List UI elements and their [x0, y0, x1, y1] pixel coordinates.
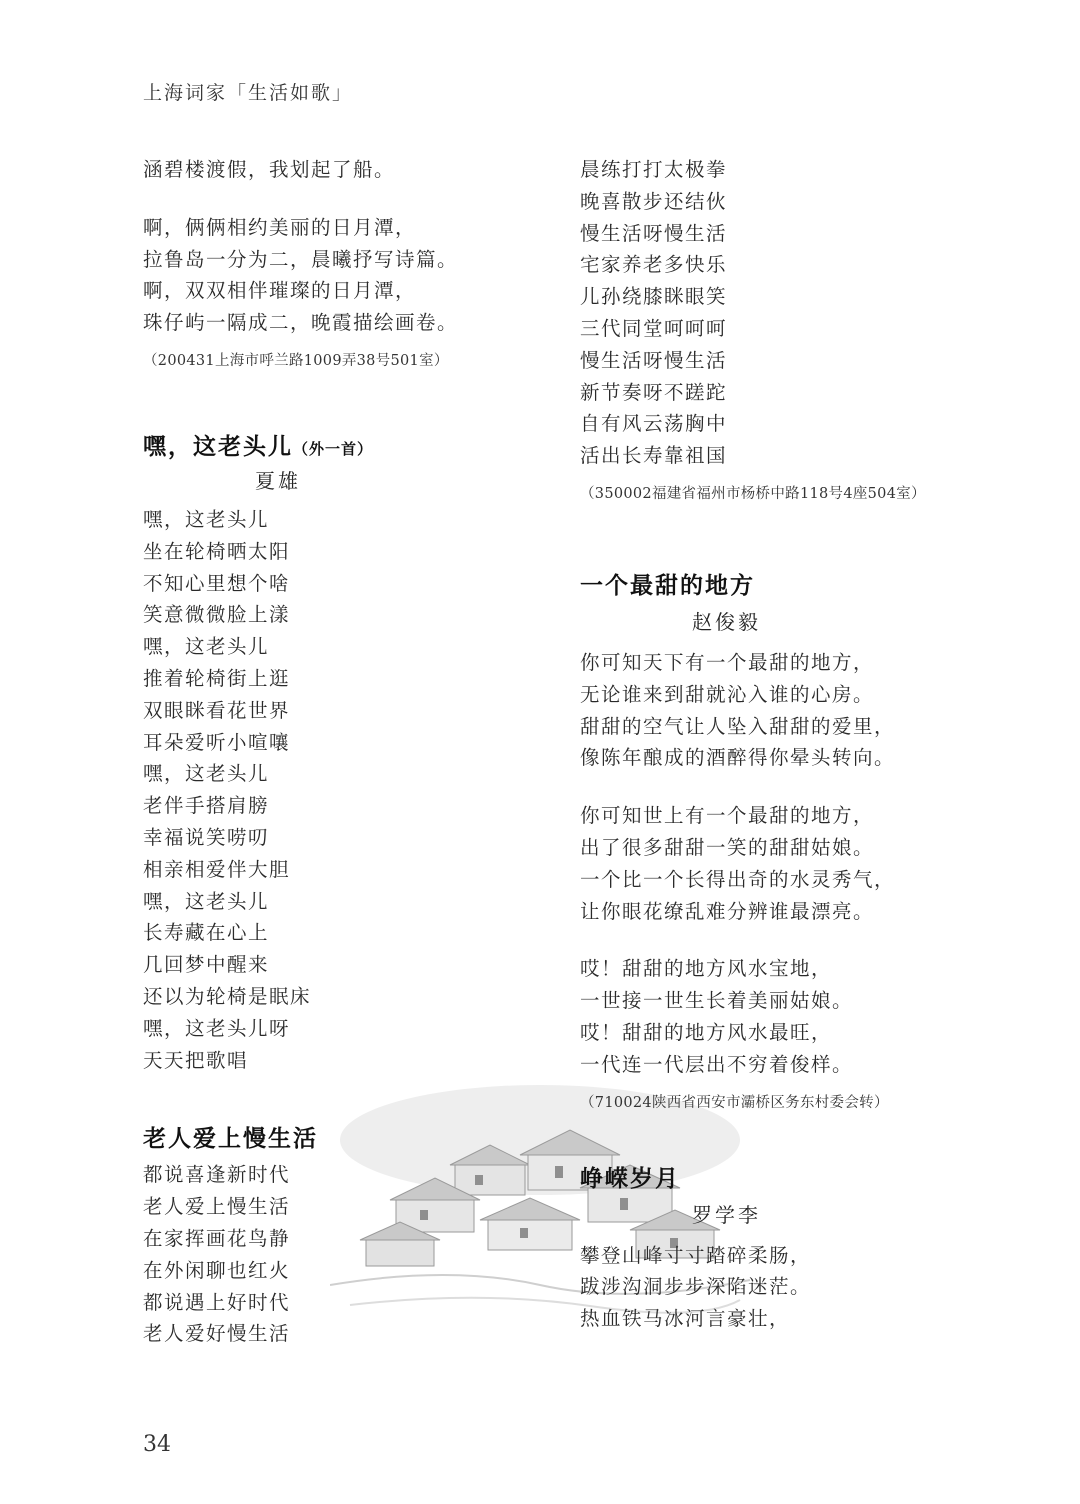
- poem-line: 让你眼花缭乱难分辨谁最漂亮。: [580, 899, 875, 923]
- poem-line: 啊，双双相伴璀璨的日月潭，: [143, 279, 417, 303]
- poem-line: 像陈年酿成的酒醉得你晕头转向。: [580, 746, 896, 770]
- poem-line: 晚喜散步还结伙: [580, 189, 728, 213]
- poem-line: 慢生活呀慢生活: [580, 348, 728, 372]
- poem-line: 笑意微微脸上漾: [143, 603, 291, 627]
- poem-line: 长寿藏在心上: [143, 921, 270, 945]
- poem-line: 儿孙绕膝眯眼笑: [580, 285, 728, 309]
- right-column: [580, 154, 1000, 1335]
- poem-line: 你可知世上有一个最甜的地方，: [580, 804, 875, 828]
- poem-line: 嘿，这老头儿: [143, 762, 270, 786]
- poem-line: 慢生活呀慢生活: [580, 221, 728, 245]
- poem-line: 晨练打打太极拳: [580, 158, 728, 181]
- poem-line: 相亲相爱伴大胆: [143, 857, 291, 881]
- poem-title: 老人爱上慢生活: [143, 1126, 318, 1153]
- poem-line: 自有风云荡胸中: [580, 412, 728, 436]
- poem-line: 老人爱上慢生活: [143, 1195, 291, 1219]
- poem-line: 跋涉沟洞步步深陷迷茫。: [580, 1275, 812, 1299]
- poem-line: 耳朵爱听小喧嚷: [143, 730, 291, 754]
- poem-line: 老人爱好慢生活: [143, 1322, 291, 1346]
- continued-poem: [143, 154, 523, 370]
- author-address: （200431上海市呼兰路1009弄38号501室）: [143, 352, 449, 369]
- poem-line: 哎！甜甜的地方风水最旺，: [580, 1020, 833, 1044]
- poem-hey-old-man: [143, 428, 523, 1076]
- poem-sweetest-place: [580, 567, 1000, 1112]
- poem-line: 天天把歌唱: [143, 1048, 249, 1072]
- poem-line: 嘿，这老头儿呀: [143, 1016, 291, 1040]
- poem-line: 新节奏呀不蹉跎: [580, 380, 728, 404]
- poem-line: 拉鲁岛一分为二，晨曦抒写诗篇。: [143, 247, 459, 271]
- poem-author: 罗学李: [692, 1202, 761, 1227]
- poem-slow-life-continued: [580, 154, 1000, 503]
- poem-line: 涵碧楼渡假，我划起了船。: [143, 158, 396, 181]
- stanza-break: [580, 774, 1000, 800]
- poem-line: 宅家养老多快乐: [580, 253, 728, 277]
- page-number: 34: [143, 1432, 171, 1457]
- poem-line: 珠仔屿一隔成二，晚霞描绘画卷。: [143, 311, 459, 335]
- poem-line: 老伴手搭肩膀: [143, 794, 270, 818]
- poem-line: 啊，俩俩相约美丽的日月潭，: [143, 215, 417, 239]
- poem-line: 嘿，这老头儿: [143, 889, 270, 913]
- poem-line: 坐在轮椅晒太阳: [143, 539, 291, 563]
- poem-line: 你可知天下有一个最甜的地方，: [580, 650, 875, 674]
- poem-glorious-years: [580, 1160, 1000, 1335]
- stanza-break: [143, 186, 523, 212]
- poem-line: 无论谁来到甜就沁入谁的心房。: [580, 682, 875, 706]
- poem-title-text: 嘿，这老头儿: [143, 433, 293, 460]
- running-header: 上海词家「生活如歌」: [143, 82, 354, 104]
- poem-slow-life: [143, 1120, 523, 1350]
- poem-author: 夏雄: [255, 468, 301, 493]
- poem-author: 赵俊毅: [692, 609, 761, 634]
- poem-line: 一世接一世生长着美丽姑娘。: [580, 989, 854, 1013]
- left-column: [143, 154, 523, 1350]
- poem-line: 推着轮椅街上逛: [143, 666, 291, 690]
- poem-title: 峥嵘岁月: [580, 1165, 680, 1192]
- poem-line: 三代同堂呵呵呵: [580, 316, 728, 340]
- poem-line: 不知心里想个啥: [143, 571, 291, 595]
- poem-line: 都说喜逢新时代: [143, 1163, 291, 1187]
- poem-line: 嘿，这老头儿: [143, 635, 270, 659]
- poem-line: 几回梦中醒来: [143, 953, 270, 977]
- author-address: （710024陕西省西安市灞桥区务东村委会转）: [580, 1094, 889, 1111]
- poem-line: 双眼眯看花世界: [143, 698, 291, 722]
- poem-line: 嘿，这老头儿: [143, 507, 270, 531]
- poem-subtitle: （外一首）: [293, 439, 374, 458]
- poem-line: 热血铁马冰河言豪壮，: [580, 1307, 791, 1331]
- poem-line: 哎！甜甜的地方风水宝地，: [580, 957, 833, 981]
- poem-line: 一代连一代层出不穷着俊样。: [580, 1052, 854, 1076]
- poem-line: 还以为轮椅是眠床: [143, 984, 312, 1008]
- poem-line: 甜甜的空气让人坠入甜甜的爱里，: [580, 714, 896, 738]
- poem-title: 一个最甜的地方: [580, 572, 755, 599]
- stanza-break: [580, 927, 1000, 953]
- poem-line: 一个比一个长得出奇的水灵秀气，: [580, 867, 896, 891]
- poem-line: 在外闲聊也红火: [143, 1258, 291, 1282]
- poem-line: 活出长寿靠祖国: [580, 444, 728, 468]
- poem-line: 在家挥画花鸟静: [143, 1226, 291, 1250]
- poem-line: 攀登山峰寸寸踏碎柔肠，: [580, 1243, 812, 1267]
- poem-title: [143, 428, 523, 461]
- poem-line: 都说遇上好时代: [143, 1290, 291, 1314]
- poem-line: 出了很多甜甜一笑的甜甜姑娘。: [580, 835, 875, 859]
- author-address: （350002福建省福州市杨桥中路118号4座504室）: [580, 485, 926, 502]
- poem-line: 幸福说笑唠叨: [143, 825, 270, 849]
